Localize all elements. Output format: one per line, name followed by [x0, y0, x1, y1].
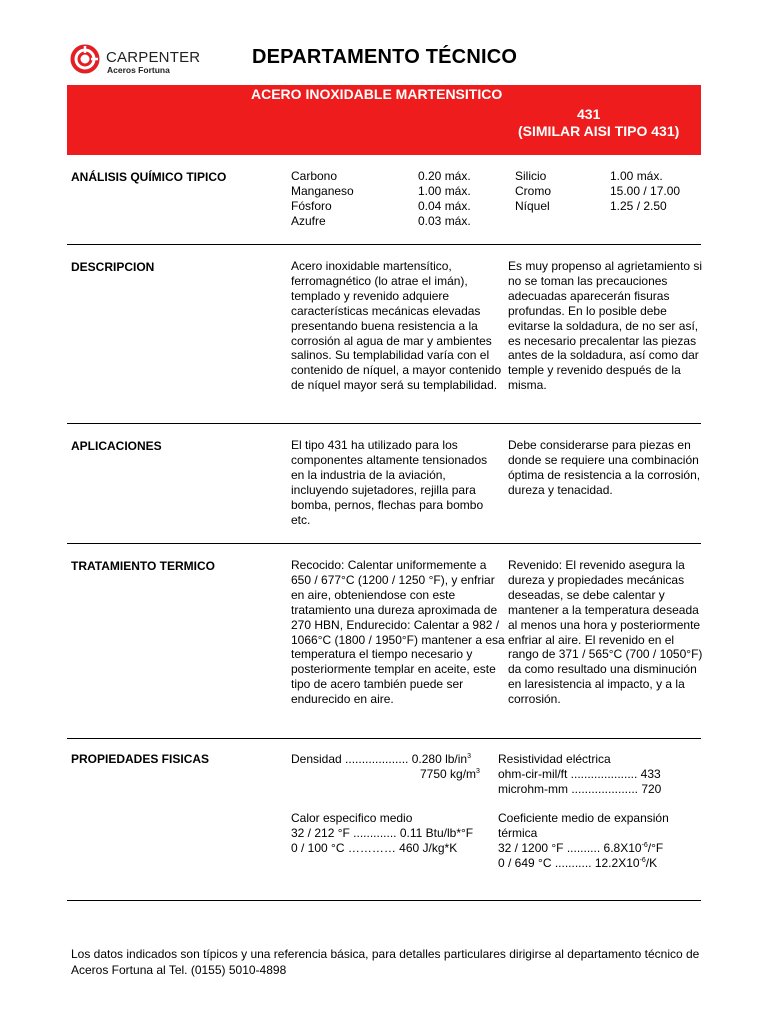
analisis-value: 15.00 / 17.00 [610, 184, 681, 198]
calor-metric: 0 / 100 °C ………… 460 J/kg*K [291, 841, 458, 855]
analisis-value: 1.25 / 2.50 [610, 199, 667, 213]
analisis-value: 0.03 máx. [418, 214, 471, 228]
calor-imperial: 32 / 212 °F ............. 0.11 Btu/lb*°F [291, 826, 474, 840]
coef-metric: 0 / 649 °C ........... $12.2X10^{-6}/K$ [498, 856, 658, 870]
analisis-element: Cromo [515, 184, 552, 198]
coef-title: Coeficiente medio de expansión [498, 811, 669, 825]
analisis-element: Fósforo [291, 199, 332, 213]
analisis-value: 1.00 máx. [610, 169, 663, 183]
analisis-element: Azufre [291, 214, 326, 228]
aplicaciones-col1: El tipo 431 ha utilizado para los componentes altamente tensionados en la industria de la aviación, incluyendo sujetadores, rejilla para bomba, pernos, flechas para bombo etc. [291, 438, 488, 527]
section-divider [67, 423, 701, 424]
banner-line-2: 431 [577, 106, 601, 122]
section-label-descripcion: DESCRIPCION [71, 260, 155, 274]
densidad-metric: 7750 $kg/m^3$ [420, 767, 480, 781]
calor-title: Calor especifico medio [291, 811, 413, 825]
section-divider [67, 244, 701, 245]
section-divider [67, 738, 701, 739]
carpenter-logo-icon [70, 44, 100, 74]
resistividad-microhm: microhm-mm .................... 720 [498, 782, 662, 796]
section-label-propiedades: PROPIEDADES FISICAS [71, 752, 210, 766]
resistividad-ohm: ohm-cir-mil/ft .................... 433 [498, 767, 661, 781]
analisis-element: Carbono [291, 169, 338, 183]
logo-subtitle: Aceros Fortuna [107, 65, 170, 75]
banner-line-1: ACERO INOXIDABLE MARTENSITICO [251, 86, 503, 102]
section-label-aplicaciones: APLICACIONES [71, 439, 162, 453]
footer-note: Los datos indicados son típicos y una referencia básica, para detalles particulares dirigirse al departamento técnico de Aceros Fortuna al Tel. (0155) 5010-4898 [71, 947, 700, 977]
section-label-tratamiento: TRATAMIENTO TERMICO [71, 559, 215, 573]
resistividad-title: Resistividad eléctrica [498, 752, 611, 766]
aplicaciones-col2: Debe considerarse para piezas en donde se requiere una combinación óptima de resistencia a la corrosión, dureza y tenacidad. [508, 438, 701, 497]
product-banner [67, 85, 701, 155]
analisis-value: 0.04 máx. [418, 199, 471, 213]
coef-imperial: 32 / 1200 °F .......... $6.8X10^{-6}/^\circ F$ [498, 841, 664, 855]
descripcion-col2: Es muy propenso al agrietamiento si no se toman las precauciones adecuadas aparecerán fisuras profundas. En lo posible debe evitarse la soldadura, de no ser así, es necesario precalentar las piezas antes de la soldadura, así como dar temple y revenido después de la misma. [508, 259, 703, 393]
section-divider [67, 900, 701, 901]
analisis-value: 1.00 máx. [418, 184, 471, 198]
analisis-element: Manganeso [291, 184, 354, 198]
company-logo [70, 44, 200, 76]
page-title: DEPARTAMENTO TÉCNICO [252, 46, 518, 68]
analisis-element: Silicio [515, 169, 547, 183]
analisis-element: Níquel [515, 199, 550, 213]
tratamiento-col2: Revenido: El revenido asegura la dureza y propiedades mecánicas deseadas, se debe calentar y mantener a la temperatura deseada al menos una hora y posteriormente enfriar al aire. El revenido en el rango de 371 / 565°C (700 / 1050°F) da como resultado una disminución en laresistencia al impacto, y a la corrosión. [508, 558, 703, 707]
banner-line-3: (SIMILAR AISI TIPO 431) [518, 123, 680, 139]
logo-name: CARPENTER [106, 49, 201, 66]
tratamiento-col1: Recocido: Calentar uniformemente a 650 / 677°C (1200 / 1250 °F), y enfriar en aire, obteniendose con este tratamiento una dureza aproximada de 270 HBN, Endurecido: Calentar a 982 / 1066°C (1800 / 1950°F) mantener a esa temperatura el tiempo necesario y posteriormente templar en aceite, este tipo de acero también puede ser endurecido en aire. [291, 558, 505, 707]
section-divider [67, 543, 701, 544]
coef-title-2: térmica [498, 826, 538, 840]
analisis-value: 0.20 máx. [418, 169, 471, 183]
section-label-analisis: ANÁLISIS QUÍMICO TIPICO [71, 170, 227, 184]
densidad-imperial: Densidad ................... 0.280 $lb/in^3$ [291, 752, 471, 766]
descripcion-col1: Acero inoxidable martensítico, ferromagnético (lo atrae el imán), templado y revenido adquiere características mecánicas elevadas presentando buena resistencia a la corrosión al agua de mar y ambientes salinos. Su templabilidad varía con el contenido de níquel, a mayor contenido de níquel mayor será su templabilidad. [291, 259, 502, 393]
